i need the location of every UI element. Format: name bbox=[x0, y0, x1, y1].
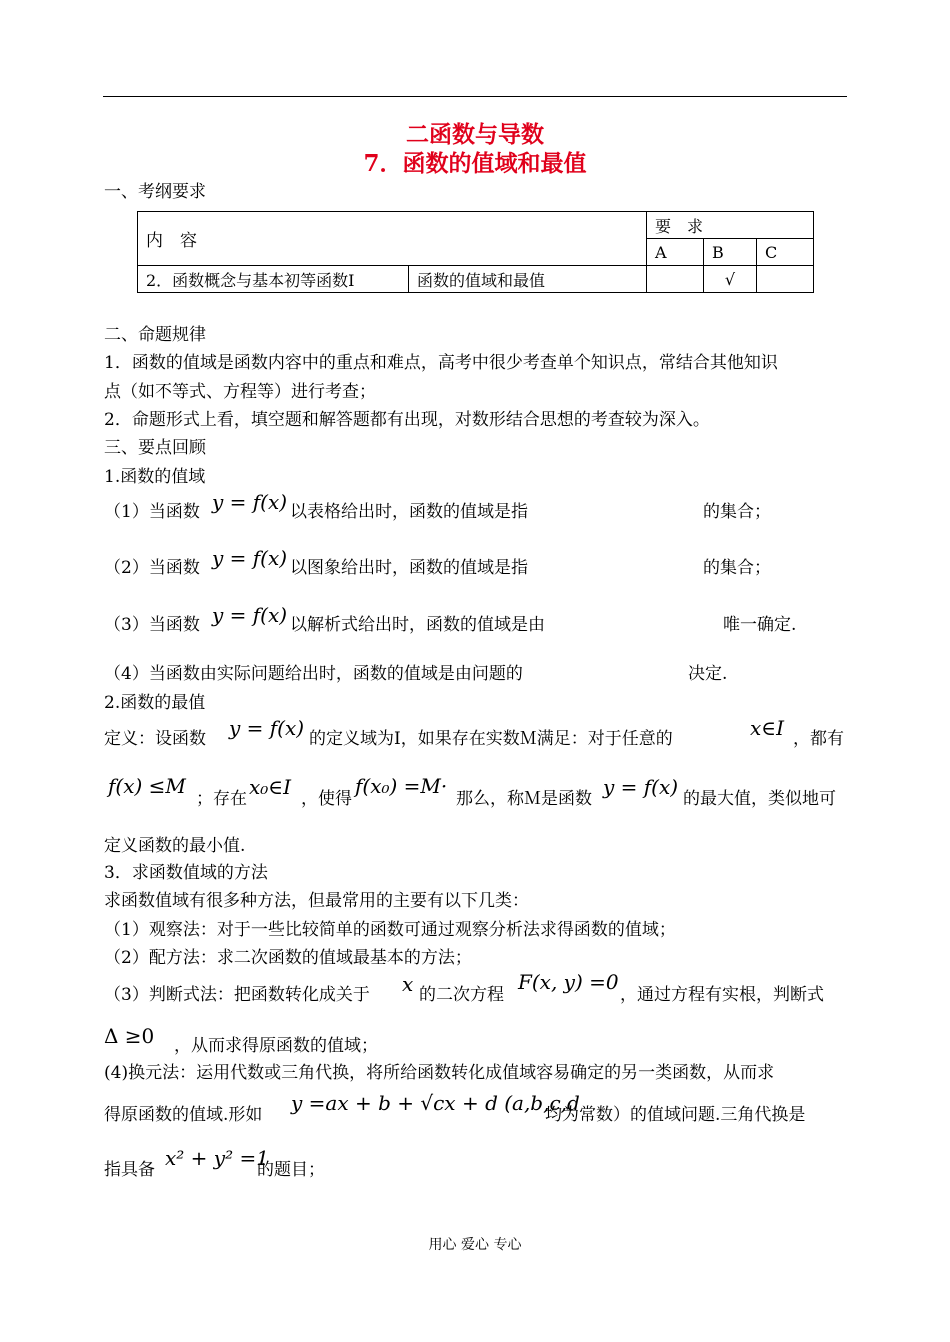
range-item-1-mid: 以表格给出时，函数的值域是指 bbox=[290, 502, 528, 522]
header-rule bbox=[103, 96, 847, 97]
formula-yfx: y = f(x) bbox=[603, 775, 679, 799]
level-b-cell: √ bbox=[704, 266, 757, 293]
requirements-table bbox=[137, 211, 814, 293]
formula-x-in-I: x∈I bbox=[750, 716, 784, 740]
level-a-cell bbox=[647, 266, 704, 293]
method-2: （2）配方法：求二次函数的值域最基本的方法； bbox=[104, 948, 472, 968]
range-heading: 1.函数的值域 bbox=[104, 467, 206, 487]
formula-circle: x² + y² =1 bbox=[165, 1146, 269, 1170]
range-item-1-end: 的集合； bbox=[703, 502, 771, 522]
part3-heading: 三、要点回顾 bbox=[104, 438, 206, 458]
method-4-line1: (4)换元法：运用代数或三角代换，将所给函数转化成值域容易确定的另一类函数，从而求 bbox=[104, 1063, 775, 1083]
method-4-line2-end: 均为常数）的值域问题.三角代换是 bbox=[545, 1105, 806, 1125]
formula-yfx: y = f(x) bbox=[212, 546, 288, 570]
range-item-3-end: 唯一确定. bbox=[723, 615, 797, 635]
definition-line2-t3: 那么，称Ｍ是函数 bbox=[456, 789, 592, 809]
requirement-header: 要 求 bbox=[647, 212, 814, 239]
formula-fx0-eq-M: f(x₀) =M· bbox=[355, 774, 448, 798]
definition-line2-t4: 的最大值，类似地可 bbox=[683, 789, 836, 809]
methods-heading: 3．求函数值域的方法 bbox=[104, 863, 268, 883]
definition-line1-end: ，都有 bbox=[793, 729, 844, 749]
chapter-title: 二函数与导数 bbox=[406, 121, 544, 148]
range-item-3-mid: 以解析式给出时，函数的值域是由 bbox=[290, 615, 545, 635]
part2-heading: 二、命题规律 bbox=[104, 325, 206, 345]
rule-1-line1: 1．函数的值域是函数内容中的重点和难点，高考中很少考查单个知识点，常结合其他知识 bbox=[104, 353, 778, 373]
page-footer: 用心 爱心 专心 bbox=[428, 1237, 522, 1253]
formula-x0-in-I: x₀∈I bbox=[249, 775, 292, 799]
definition-line3: 定义函数的最小值. bbox=[104, 836, 246, 856]
formula-Fxy: F(x, y) =0 bbox=[518, 970, 619, 994]
method-4-line3-end: 的题目； bbox=[257, 1160, 325, 1180]
definition-line1-mid: 的定义域为Ⅰ，如果存在实数Ｍ满足：对于任意的 bbox=[309, 729, 673, 749]
content-header: 内 容 bbox=[138, 212, 647, 266]
definition-line1-pre: 定义：设函数 bbox=[104, 729, 206, 749]
level-c-cell bbox=[757, 266, 814, 293]
level-a-header: A bbox=[647, 239, 704, 266]
rule-1-line2: 点（如不等式、方程等）进行考查； bbox=[104, 382, 376, 402]
range-item-2-end: 的集合； bbox=[703, 558, 771, 578]
method-4-line2-pre: 得原函数的值域.形如 bbox=[104, 1105, 263, 1125]
method-3-mid: 的二次方程 bbox=[419, 985, 504, 1005]
level-c-header: C bbox=[757, 239, 814, 266]
methods-intro: 求函数值域有很多种方法，但最常用的主要有以下几类： bbox=[104, 891, 529, 911]
definition-line2-t2: ，使得 bbox=[301, 789, 352, 809]
rule-2: 2．命题形式上看，填空题和解答题都有出现，对数形结合思想的考查较为深入。 bbox=[104, 410, 710, 430]
method-3-cont: ，从而求得原函数的值域； bbox=[174, 1036, 378, 1056]
topic-cell: 2．函数概念与基本初等函数Ⅰ bbox=[138, 266, 409, 293]
formula-x: x bbox=[402, 972, 414, 996]
formula-yfx: y = f(x) bbox=[229, 716, 305, 740]
formula-yfx: y = f(x) bbox=[212, 490, 288, 514]
definition-line2-t1: ；存在 bbox=[196, 789, 247, 809]
method-3-pre: （3）判断式法：把函数转化成关于 bbox=[104, 985, 370, 1005]
method-3-end: ，通过方程有实根，判断式 bbox=[620, 985, 824, 1005]
range-item-3-pre: （3）当函数 bbox=[104, 615, 200, 635]
formula-sqrt-expression: y =ax + b + √cx + d (a,b,c,d bbox=[291, 1091, 580, 1115]
item-cell: 函数的值域和最值 bbox=[409, 266, 647, 293]
range-item-4-end: 决定. bbox=[688, 664, 728, 684]
method-4-line3-pre: 指具备 bbox=[104, 1160, 155, 1180]
section-title: 7．函数的值域和最值 bbox=[363, 150, 587, 177]
formula-delta: Δ ≥0 bbox=[104, 1024, 155, 1048]
method-1: （1）观察法：对于一些比较简单的函数可通过观察分析法求得函数的值域； bbox=[104, 920, 676, 940]
formula-yfx: y = f(x) bbox=[212, 603, 288, 627]
range-item-4-pre: （4）当函数由实际问题给出时，函数的值域是由问题的 bbox=[104, 664, 523, 684]
range-item-2-pre: （2）当函数 bbox=[104, 558, 200, 578]
level-b-header: B bbox=[704, 239, 757, 266]
range-item-2-mid: 以图象给出时，函数的值域是指 bbox=[290, 558, 528, 578]
extremum-heading: 2.函数的最值 bbox=[104, 693, 206, 713]
range-item-1-pre: （1）当函数 bbox=[104, 502, 200, 522]
part1-heading: 一、考纲要求 bbox=[104, 182, 206, 202]
formula-fx-le-M: f(x) ≤M bbox=[108, 774, 186, 798]
